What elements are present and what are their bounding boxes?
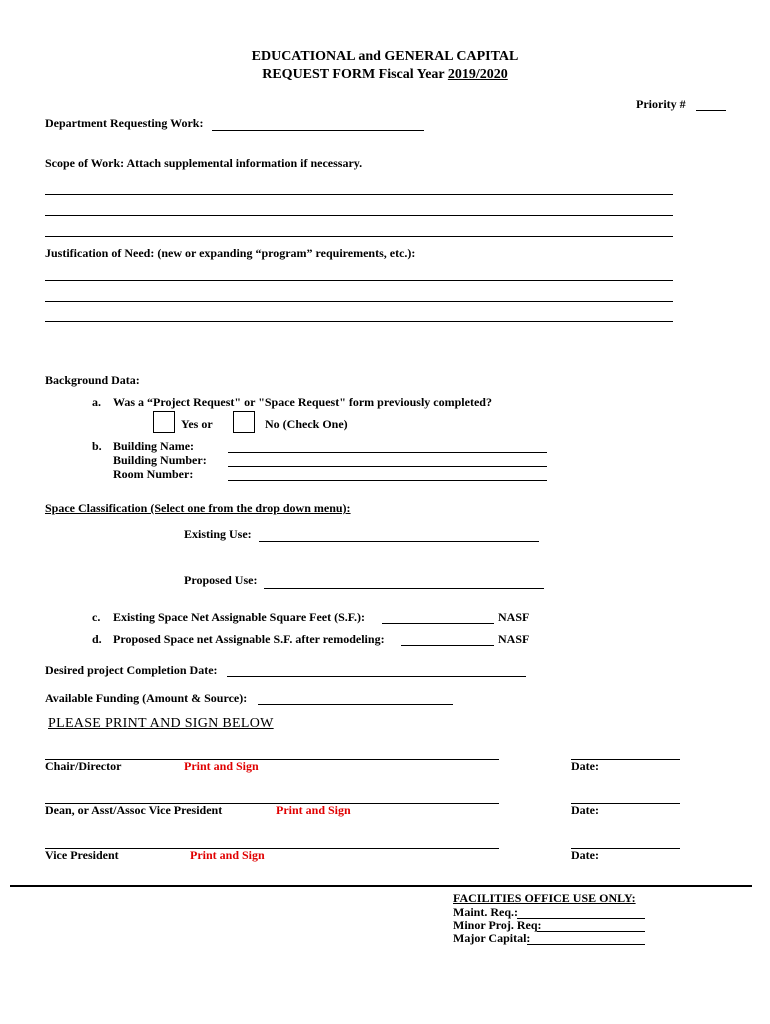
- existing-use-dropdown[interactable]: [259, 527, 539, 542]
- dean-date-line[interactable]: [571, 789, 680, 804]
- proposed-sf-unit: NASF: [498, 632, 530, 646]
- vp-date-line[interactable]: [571, 834, 680, 849]
- form-title-line1: EDUCATIONAL and GENERAL CAPITAL: [251, 49, 519, 64]
- major-capital-label: Major Capital:: [453, 931, 531, 945]
- dean-signature-line[interactable]: [45, 789, 499, 804]
- chair-date-label: Date:: [571, 759, 599, 773]
- no-checkbox[interactable]: [233, 411, 255, 433]
- major-capital-field[interactable]: [527, 930, 645, 945]
- yes-label: Yes or: [181, 417, 213, 431]
- room-number-label: Room Number:: [113, 467, 194, 481]
- item-c-letter: c.: [92, 610, 101, 624]
- building-number-field[interactable]: [228, 452, 547, 467]
- section-divider: [10, 885, 752, 887]
- funding-label: Available Funding (Amount & Source):: [45, 691, 248, 705]
- dean-print-sign-hint: Print and Sign: [276, 803, 351, 817]
- department-field[interactable]: [212, 116, 424, 131]
- vp-print-sign-hint: Print and Sign: [190, 848, 265, 862]
- minor-proj-label: Minor Proj. Req:: [453, 918, 542, 932]
- vp-signature-line[interactable]: [45, 834, 499, 849]
- justification-label: Justification of Need: (new or expanding “program” requirements, etc.):: [45, 246, 416, 260]
- please-print-heading: PLEASE PRINT AND SIGN BELOW: [48, 716, 274, 731]
- scope-line-1[interactable]: [45, 180, 673, 195]
- priority-label: Priority #: [636, 97, 686, 111]
- facilities-heading: FACILITIES OFFICE USE ONLY:: [453, 891, 636, 905]
- item-a-letter: a.: [92, 395, 101, 409]
- chair-date-line[interactable]: [571, 745, 680, 760]
- existing-sf-label: Existing Space Net Assignable Square Feet (S.F.):: [113, 610, 366, 624]
- chair-director-label: Chair/Director: [45, 759, 122, 773]
- justification-line-2[interactable]: [45, 287, 673, 302]
- scope-line-3[interactable]: [45, 222, 673, 237]
- proposed-use-label: Proposed Use:: [184, 573, 258, 587]
- proposed-sf-field[interactable]: [401, 631, 494, 646]
- space-classification-heading: Space Classification (Select one from the drop down menu):: [45, 501, 351, 515]
- proposed-sf-label: Proposed Space net Assignable S.F. after remodeling:: [113, 632, 385, 646]
- form-title-line2: [0, 66, 770, 84]
- department-label: Department Requesting Work:: [45, 116, 204, 130]
- maint-req-label: Maint. Req.:: [453, 905, 518, 919]
- item-b-letter: b.: [92, 439, 102, 453]
- building-number-label: Building Number:: [113, 453, 207, 467]
- title-prefix: REQUEST FORM Fiscal Year: [262, 67, 448, 82]
- chair-print-sign-hint: Print and Sign: [184, 759, 259, 773]
- no-label: No (Check One): [265, 417, 348, 431]
- funding-field[interactable]: [258, 690, 453, 705]
- vp-date-label: Date:: [571, 848, 599, 862]
- room-number-field[interactable]: [228, 466, 547, 481]
- existing-sf-unit: NASF: [498, 610, 530, 624]
- priority-field[interactable]: [696, 96, 726, 111]
- completion-date-field[interactable]: [227, 662, 526, 677]
- completion-date-label: Desired project Completion Date:: [45, 663, 218, 677]
- item-a-question: Was a “Project Request" or "Space Request" form previously completed?: [113, 395, 492, 409]
- existing-sf-field[interactable]: [382, 609, 494, 624]
- vice-president-label: Vice President: [45, 848, 119, 862]
- justification-line-1[interactable]: [45, 266, 673, 281]
- fiscal-year: 2019/2020: [447, 67, 508, 82]
- dean-date-label: Date:: [571, 803, 599, 817]
- item-d-letter: d.: [92, 632, 102, 646]
- dean-label: Dean, or Asst/Assoc Vice President: [45, 803, 223, 817]
- yes-checkbox[interactable]: [153, 411, 175, 433]
- scope-line-2[interactable]: [45, 201, 673, 216]
- building-name-label: Building Name:: [113, 439, 195, 453]
- proposed-use-dropdown[interactable]: [264, 574, 544, 589]
- existing-use-label: Existing Use:: [184, 527, 252, 541]
- building-name-field[interactable]: [228, 438, 547, 453]
- justification-line-3[interactable]: [45, 307, 673, 322]
- background-heading: Background Data:: [45, 373, 140, 387]
- scope-label: Scope of Work: Attach supplemental information if necessary.: [45, 156, 363, 170]
- chair-signature-line[interactable]: [45, 745, 499, 760]
